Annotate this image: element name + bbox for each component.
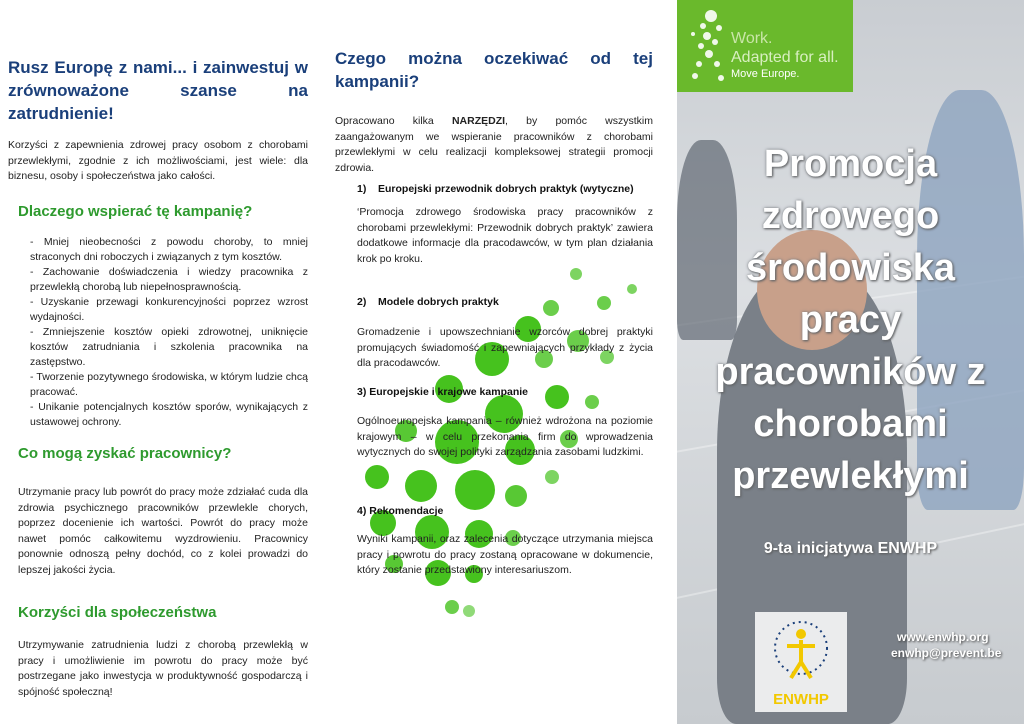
tools-intro [335,114,653,176]
decor-dot [545,385,569,409]
workers-text: Utrzymanie pracy lub powrót do pracy może zdziałać cuda dla zdrowia psychicznego pracowników przewlekle chorych, poprzez docenienie ich wartości. Powrót do pracy może nawet pomóc całkowitemu wyzdrowieniu. Pracownicy ponownie odnoszą pełny dochód, co z kolei prowadzi do lepszej jakości życia. [18,486,308,576]
logo-text-line-1: Work. [731,30,773,47]
decor-dot [365,465,389,489]
decor-dot [543,300,559,316]
list-item: - Unikanie potencjalnych kosztów sporów, wynikających z ustawowej ochrony. [30,401,308,428]
section-1-text: ‘Promocja zdrowego środowiska pracy pracowników z chorobami przewlekłymi: Przewodnik dobrych praktyk’ zawiera dodatkowe informacje dla pracodawców, w tym plan działania krok po kroku. [357,206,653,265]
cover-title-line: zdrowego [761,195,940,237]
section-2-heading: 2) Modele dobrych praktyk [357,296,499,308]
decor-dot [455,470,495,510]
figure-icon [681,2,731,92]
section-3-text: Ogólnoeuropejska kampania – również wdrożona na poziomie krajowym – w celu przekonania firm do wprowadzenia wytycznych do swojej polityki zarządzania zasobami ludzkimi. [357,415,653,458]
list-item: - Zachowanie doświadczenia i wiedzy pracownika z przewlekłą chorobą lub niepełnosprawnością. [30,266,308,293]
enwhp-logo-text: ENWHP [773,691,829,708]
decor-dot [545,470,559,484]
initiative-label: 9-ta inicjatywa ENWHP [763,540,938,557]
left-title: Rusz Europę z nami... i zainwestuj w zrównoważone szanse na zatrudnienie! [8,58,308,123]
list-item: - Mniej nieobecności z powodu choroby, to mniej straconych dni roboczych i związanych z tym kosztów. [30,236,308,263]
middle-title: Czego można oczekiwać od tej kampanii? [335,49,653,91]
decor-dot [585,395,599,409]
enwhp-figure-icon [755,612,847,692]
society-heading: Korzyści dla społeczeństwa [18,604,217,621]
decor-dot [463,605,475,617]
section-4-text: Wyniki kampanii, oraz zalecenia dotyczące utrzymania miejsca pracy i powrotu do pracy zostaną opracowane w dokumencie, który zostanie przedstawiony interesariuszom. [357,533,653,576]
decor-dot [445,600,459,614]
list-item: - Zmniejszenie kosztów opieki zdrowotnej, uniknięcie kosztów zatrudniania i szkolenia pracownika na zastępstwo. [30,326,308,368]
section-3-heading: 3) Europejskie i krajowe kampanie [357,386,528,398]
intro-text-part: , by pomóc wszystkim zaangażowanym we wspieranie pracowników z chorobami przewlekłymi w celu realizacji kompleksowej strategii promocji zdrowia. [335,115,654,174]
cover-title-line: pracowników z [715,351,986,393]
section-1-heading: 1) Europejski przewodnik dobrych praktyk (wytyczne) [357,183,634,195]
workers-heading: Co mogą zyskać pracownicy? [18,445,232,462]
section-2-text: Gromadzenie i upowszechnianie wzorców dobrej praktyki promujących świadomość i zapewniających przykłady z życia dla pracodawców. [357,326,653,369]
cover-title-line: Promocja [763,143,938,185]
society-text: Utrzymywanie zatrudnienia ludzi z chorobą przewlekłą w pracy i umożliwienie im powrotu do pracy może być postrzegane jako inwestycja w produktywność gospodarczą i spójność społeczną! [18,639,308,698]
why-list [30,235,308,430]
cover-title-line: środowiska [745,247,956,289]
cover-title-line: przewlekłymi [732,455,969,497]
list-item: - Tworzenie pozytywnego środowiska, w którym ludzie chcą pracować. [30,371,308,398]
intro-text-part: Opracowano kilka [335,115,452,127]
decor-dot [570,268,582,280]
intro-bold-text: NARZĘDZI [451,115,506,127]
cover-title-line: chorobami [753,403,948,445]
email-link[interactable]: enwhp@prevent.be [891,646,1002,660]
decor-dot [627,284,637,294]
cover-panel [677,0,1024,724]
enwhp-logo [755,612,847,712]
section-4-heading: 4) Rekomendacje [357,505,444,517]
website-link[interactable]: www.enwhp.org [897,630,989,644]
decor-dot [597,296,611,310]
decor-dot [505,485,527,507]
intro-text: Korzyści z zapewnienia zdrowej pracy osobom z chorobami przewlekłymi, zgodnie z ich możliwościami, jest wiele: dla biznesu, osoby i społeczeństwa jako całości. [8,139,308,182]
why-heading: Dlaczego wspierać tę kampanię? [18,203,253,220]
campaign-logo [677,0,853,92]
logo-text-line-3: Move Europe. [731,68,800,80]
cover-title-line: pracy [799,299,902,341]
logo-text-line-2: Adapted for all. [731,49,839,66]
decor-dot [405,470,437,502]
list-item: - Uzyskanie przewagi konkurencyjności poprzez wzrost wydajności. [30,296,308,323]
